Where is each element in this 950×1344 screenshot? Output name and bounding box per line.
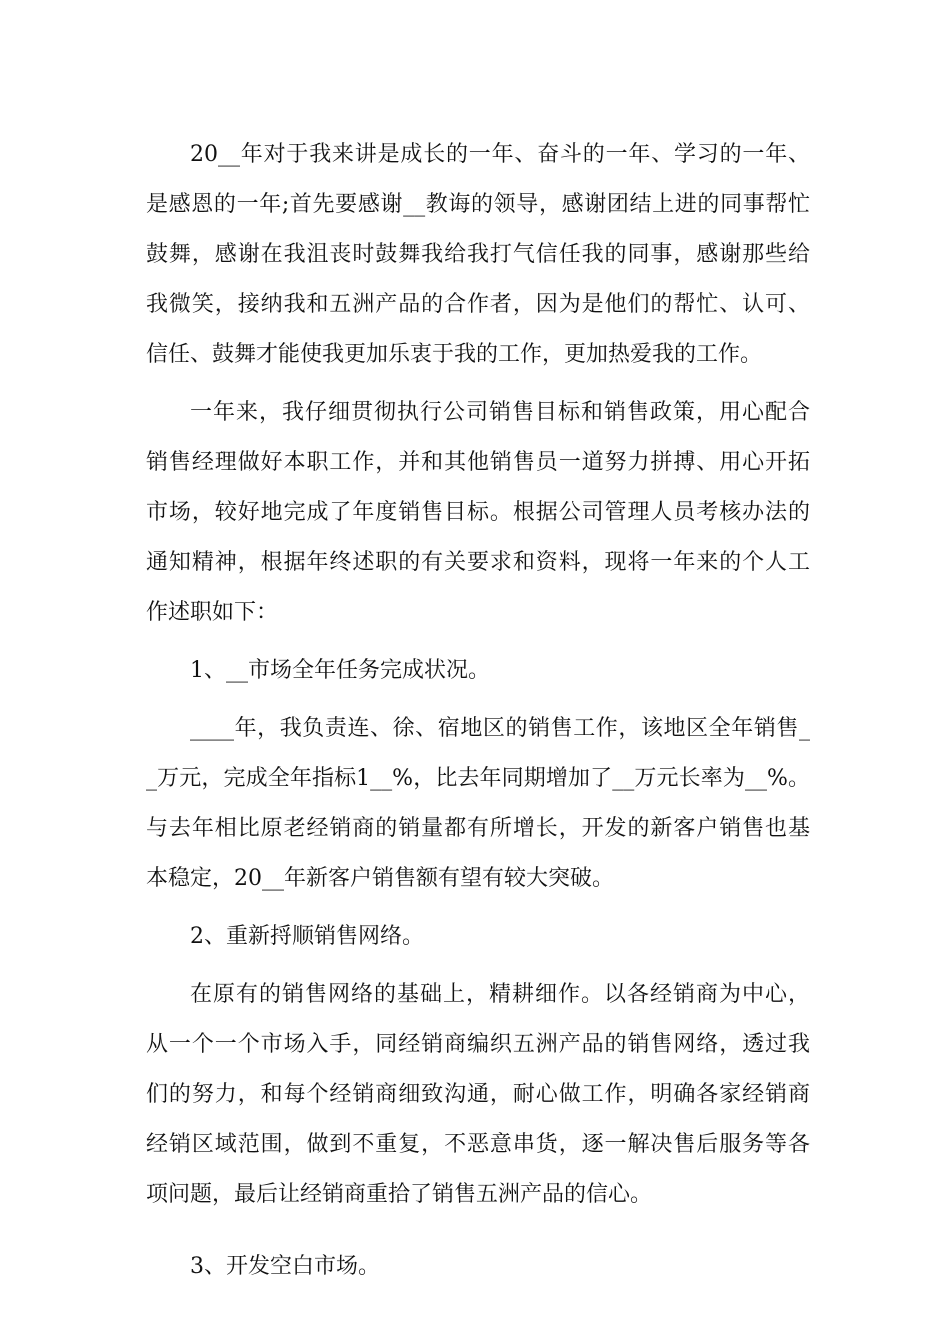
text-line: 市场，较好地完成了年度销售目标。根据公司管理人员考核办法的 (146, 500, 810, 525)
text-line: 通知精神，根据年终述职的有关要求和资料，现将一年来的个人工 (146, 550, 810, 575)
text-line: 项问题，最后让经销商重拾了销售五洲产品的信心。 (146, 1182, 653, 1207)
text-line: 经销区域范围，做到不重复，不恶意串货，逐一解决售后服务等各 (146, 1132, 810, 1157)
text-line: 们的努力，和每个经销商细致沟通，耐心做工作，明确各家经销商 (146, 1082, 810, 1107)
text-line: 一年来，我仔细贯彻执行公司销售目标和销售政策，用心配合 (190, 400, 810, 425)
paragraph-sales-results (146, 704, 810, 904)
paragraph-sales-network (146, 970, 810, 1220)
text-line: 是感恩的一年;首先要感谢__教诲的领导，感谢团结上进的同事帮忙 (146, 192, 810, 217)
text-line: 20__年对于我来讲是成长的一年、奋斗的一年、学习的一年、 (190, 142, 810, 167)
heading-text: 2、重新捋顺销售网络。 (190, 924, 424, 949)
text-line: 信任、鼓舞才能使我更加乐衷于我的工作，更加热爱我的工作。 (146, 342, 763, 367)
section-heading-3 (146, 1242, 810, 1292)
section-heading-1 (146, 646, 810, 696)
text-line: 从一个一个市场入手，同经销商编织五洲产品的销售网络，透过我 (146, 1032, 810, 1057)
text-line: 本稳定，20__年新客户销售额有望有较大突破。 (146, 866, 614, 891)
paragraph-gratitude (146, 130, 810, 380)
text-line: 销售经理做好本职工作，并和其他销售员一道努力拼搏、用心开拓 (146, 450, 810, 475)
document-body (146, 130, 810, 1292)
heading-text: 3、开发空白市场。 (190, 1254, 380, 1279)
text-line: 与去年相比原老经销商的销量都有所增长，开发的新客户销售也基 (146, 816, 810, 841)
text-line: 我微笑，接纳我和五洲产品的合作者，因为是他们的帮忙、认可、 (146, 292, 810, 317)
text-line: _万元，完成全年指标1__%，比去年同期增加了__万元长率为__%。 (146, 766, 810, 791)
text-line: 作述职如下： (146, 600, 279, 625)
text-line: ____年，我负责连、徐、宿地区的销售工作，该地区全年销售_ (190, 716, 810, 741)
section-heading-2 (146, 912, 810, 962)
text-line: 鼓舞，感谢在我沮丧时鼓舞我给我打气信任我的同事，感谢那些给 (146, 242, 810, 267)
text-line: 在原有的销售网络的基础上，精耕细作。以各经销商为中心， (190, 982, 810, 1007)
heading-text: 1、__市场全年任务完成状况。 (190, 658, 490, 683)
paragraph-overview (146, 388, 810, 638)
